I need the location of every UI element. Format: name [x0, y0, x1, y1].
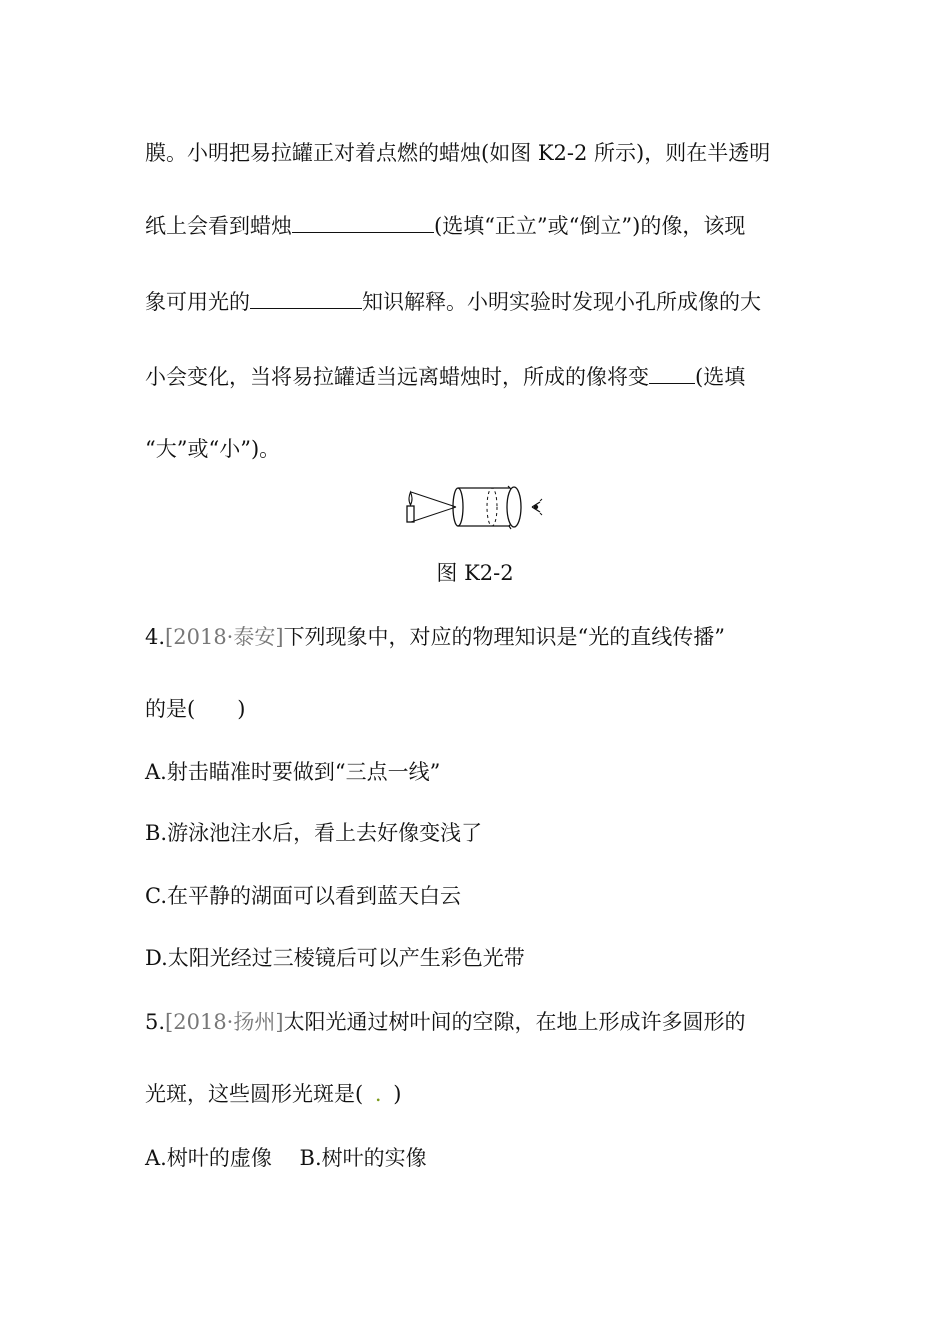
q4-option-a[interactable]: A.射击瞄准时要做到“三点一线” [145, 760, 441, 784]
q4-number: 4. [145, 625, 166, 649]
q3-line-4 [145, 361, 745, 392]
q3-line-4-post: (选填 [695, 365, 746, 389]
q5-stem-2-pre: 光斑，这些圆形光斑是( [145, 1082, 364, 1106]
q4-option-d[interactable]: D.太阳光经过三棱镜后可以产生彩色光带 [145, 946, 525, 970]
can-icon [453, 486, 521, 529]
answer-blank-orientation[interactable] [292, 210, 434, 233]
q3-line-2-post: (选填“正立”或“倒立”)的像，该现 [434, 214, 746, 238]
q4-source: [2018·泰安] [165, 625, 284, 649]
q3-line-4-pre: 小会变化，当将易拉罐适当远离蜡烛时，所成的像将变 [145, 365, 649, 389]
answer-blank-knowledge[interactable] [250, 286, 362, 309]
q4-option-b[interactable]: B.游泳池注水后，看上去好像变浅了 [145, 821, 483, 845]
q4-stem-1: 下列现象中，对应的物理知识是“光的直线传播” [283, 625, 726, 649]
light-rays [411, 492, 456, 522]
answer-mark[interactable]: . [374, 1082, 382, 1106]
q3-line-3-post: 知识解释。小明实验时发现小孔所成像的大 [362, 290, 761, 314]
figure-caption: 图 K2-2 [436, 561, 514, 585]
q5-stem-line-2 [145, 1079, 401, 1109]
q5-options-row[interactable]: A.树叶的虚像 B.树叶的实像 [145, 1146, 427, 1170]
q3-line-2-pre: 纸上会看到蜡烛 [145, 214, 292, 238]
eye-icon [532, 499, 542, 515]
q4-stem-line-2: 的是( ) [145, 697, 246, 721]
q3-line-5: “大”或“小”)。 [145, 437, 281, 461]
q3-line-3 [145, 286, 761, 317]
candle-icon [407, 492, 414, 522]
q5-stem-line-1 [145, 1007, 746, 1037]
q3-line-2 [145, 210, 745, 241]
q4-option-c[interactable]: C.在平静的湖面可以看到蓝天白云 [145, 884, 461, 908]
q4-stem-line-1 [145, 622, 725, 652]
q3-line-1: 膜。小明把易拉罐正对着点燃的蜡烛(如图 K2-2 所示)，则在半透明 [145, 141, 771, 165]
answer-blank-size[interactable] [649, 361, 695, 384]
q5-source: [2018·扬州] [165, 1010, 284, 1034]
q3-line-3-pre: 象可用光的 [145, 290, 250, 314]
q5-stem-2-post: ) [393, 1082, 402, 1106]
q5-stem-1: 太阳光通过树叶间的空隙，在地上形成许多圆形的 [283, 1010, 746, 1034]
q5-number: 5. [145, 1010, 166, 1034]
pinhole-camera-figure [400, 478, 550, 538]
